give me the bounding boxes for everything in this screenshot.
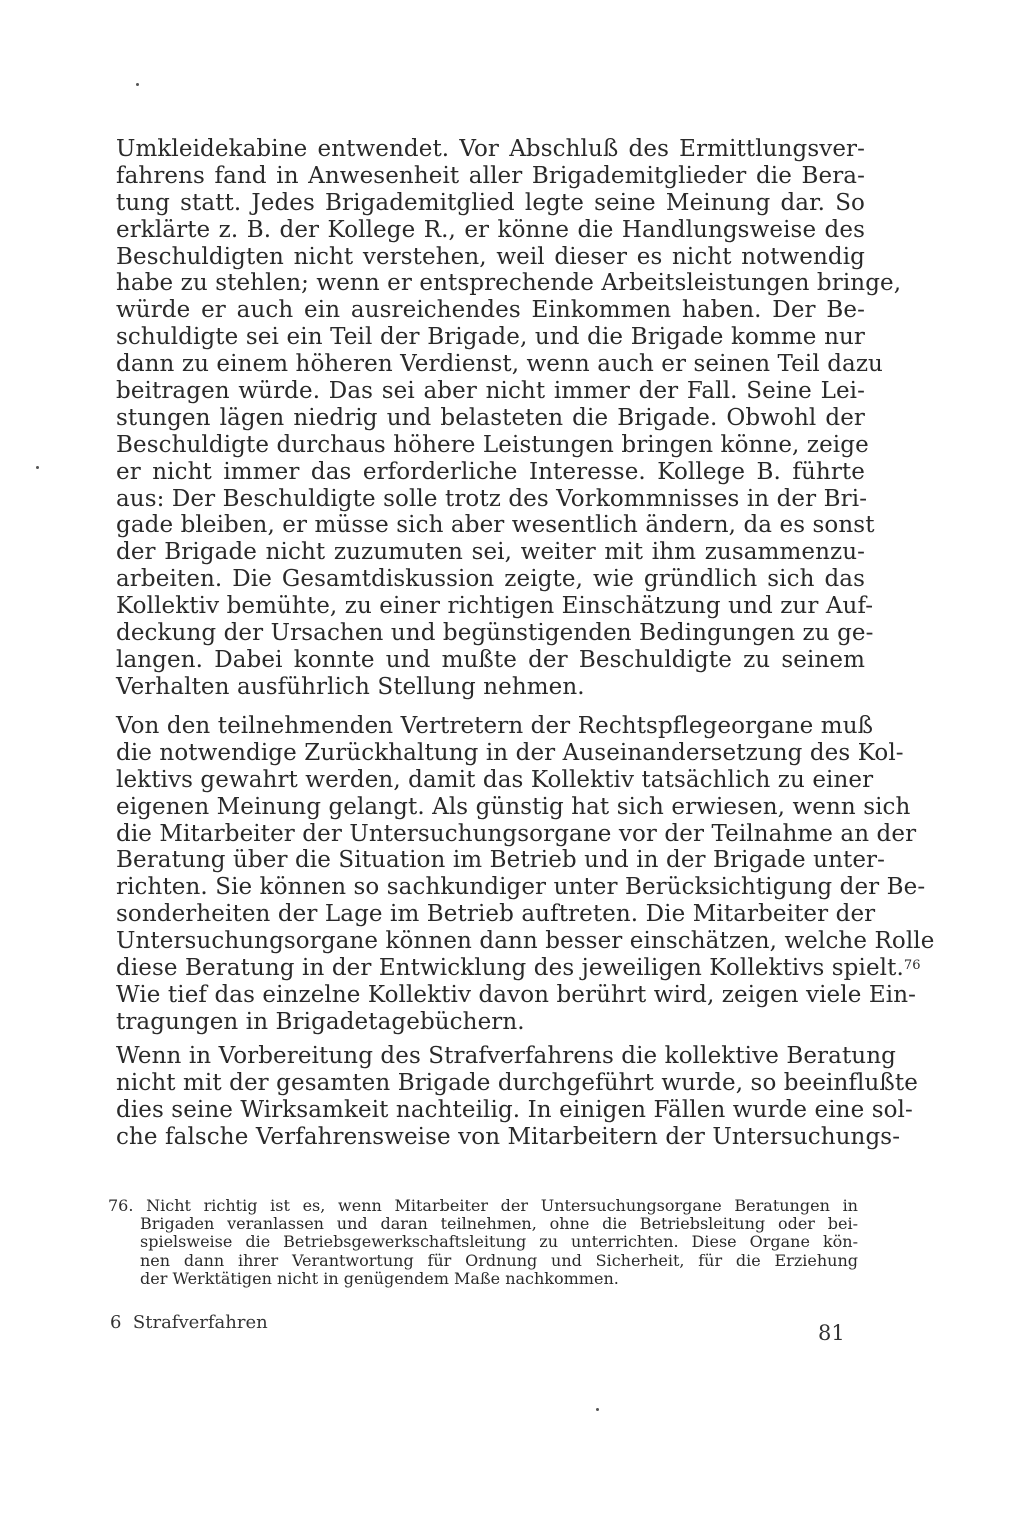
text-line: Beratung über die Situation im Betrieb und in der Brigade unter- <box>116 847 886 874</box>
footnote-number: 76. <box>108 1196 134 1215</box>
text-line: aus: Der Beschuldigte solle trotz des Vorkommnisses in der Bri- <box>116 485 868 512</box>
printer-signature: 6 Strafverfahren <box>110 1312 268 1333</box>
print-speck <box>596 1408 599 1411</box>
text-line: Wenn in Vorbereitung des Strafverfahrens die kollektive Beratung <box>116 1043 896 1069</box>
page-number: 81 <box>818 1321 845 1345</box>
text-line: Beschuldigten nicht verstehen, weil dieser es nicht notwendig <box>116 243 865 270</box>
text-line: arbeiten. Die Gesamtdiskussion zeigte, wie gründlich sich das <box>116 566 865 593</box>
text-line: dann zu einem höheren Verdienst, wenn auch er seinen Teil dazu <box>116 351 883 378</box>
text-line: habe zu stehlen; wenn er entsprechende Arbeitsleistungen bringe, <box>116 270 902 297</box>
text-line: der Brigade nicht zuzumuten sei, weiter mit ihm zusammenzu- <box>116 539 865 566</box>
text-line: richten. Sie können so sachkundiger unter Berücksichtigung der Be- <box>116 874 926 901</box>
paragraph-2 <box>116 713 935 1036</box>
text-line: Beschuldigte durchaus höhere Leistungen bringen könne, zeige <box>116 431 869 458</box>
footnote-reference[interactable]: 76 <box>903 958 921 974</box>
text-line: die Mitarbeiter der Untersuchungsorgane vor der Teilnahme an der <box>116 820 917 847</box>
text-line: schuldigte sei ein Teil der Brigade, und die Brigade komme nur <box>116 324 865 351</box>
text-line: Von den teilnehmenden Vertretern der Rechtspflegeorgane muß <box>116 713 874 739</box>
text-line: tragungen in Brigadetagebüchern. <box>116 1008 525 1035</box>
text-line: stungen lägen niedrig und belasteten die Brigade. Obwohl der <box>116 404 865 431</box>
paragraph-3 <box>116 1043 918 1151</box>
footnote-text: Nicht richtig ist es, wenn Mitarbeiter der Untersuchungsorgane Beratungen in <box>146 1196 858 1215</box>
footnote-line: nen dann ihrer Verantwortung für Ordnung und Sicherheit, für die Erziehung <box>140 1250 858 1270</box>
text-line: Untersuchungsorgane können dann besser einschätzen, welche Rolle <box>116 928 935 955</box>
text-line-with-footnote <box>116 955 921 982</box>
text-line: die notwendige Zurückhaltung in der Auseinandersetzung des Kol- <box>116 739 904 766</box>
text-line: fahrens fand in Anwesenheit aller Brigademitglieder die Bera- <box>116 162 865 189</box>
text-line-content: diese Beratung in der Entwicklung des jeweiligen Kollektivs spielt. <box>116 955 904 982</box>
text-line: Kollektiv bemühte, zu einer richtigen Einschätzung und zur Auf- <box>116 593 874 620</box>
text-line: gade bleiben, er müsse sich aber wesentlich ändern, da es sonst <box>116 512 875 539</box>
text-line: würde er auch ein ausreichendes Einkommen haben. Der Be- <box>116 297 865 324</box>
text-line: deckung der Ursachen und begünstigenden Bedingungen zu ge- <box>116 620 874 647</box>
print-speck <box>36 466 39 469</box>
paragraph-1 <box>116 136 902 701</box>
text-line: che falsche Verfahrensweise von Mitarbeitern der Untersuchungs- <box>116 1123 901 1150</box>
text-line: Wie tief das einzelne Kollektiv davon berührt wird, zeigen viele Ein- <box>116 981 916 1008</box>
text-line: eigenen Meinung gelangt. Als günstig hat sich erwiesen, wenn sich <box>116 793 911 820</box>
text-line: tung statt. Jedes Brigademitglied legte seine Meinung dar. So <box>116 189 865 216</box>
text-line: er nicht immer das erforderliche Interesse. Kollege B. führte <box>116 458 865 485</box>
footnote-line: spielsweise die Betriebsgewerkschaftsleitung zu unterrichten. Diese Organe kön- <box>140 1232 858 1252</box>
footnote-line: Brigaden veranlassen und daran teilnehmen, ohne die Betriebsleitung oder bei- <box>140 1214 858 1234</box>
text-line: erklärte z. B. der Kollege R., er könne die Handlungsweise des <box>116 216 865 243</box>
text-line: sonderheiten der Lage im Betrieb auftreten. Die Mitarbeiter der <box>116 901 876 928</box>
footnote-76 <box>108 1197 858 1288</box>
text-line: Umkleidekabine entwendet. Vor Abschluß des Ermittlungsver- <box>116 136 865 162</box>
text-line: beitragen würde. Das sei aber nicht immer der Fall. Seine Lei- <box>116 378 865 405</box>
footnote-line-first <box>108 1197 858 1215</box>
text-line: Verhalten ausführlich Stellung nehmen. <box>116 673 585 700</box>
text-line: langen. Dabei konnte und mußte der Beschuldigte zu seinem <box>116 646 865 673</box>
text-line: dies seine Wirksamkeit nachteilig. In einigen Fällen wurde eine sol- <box>116 1096 913 1123</box>
print-speck <box>136 83 139 86</box>
footnote-line: der Werktätigen nicht in genügendem Maße nachkommen. <box>140 1268 619 1288</box>
text-line: lektivs gewahrt werden, damit das Kollektiv tatsächlich zu einer <box>116 766 874 793</box>
text-line: nicht mit der gesamten Brigade durchgeführt wurde, so beeinflußte <box>116 1069 918 1096</box>
